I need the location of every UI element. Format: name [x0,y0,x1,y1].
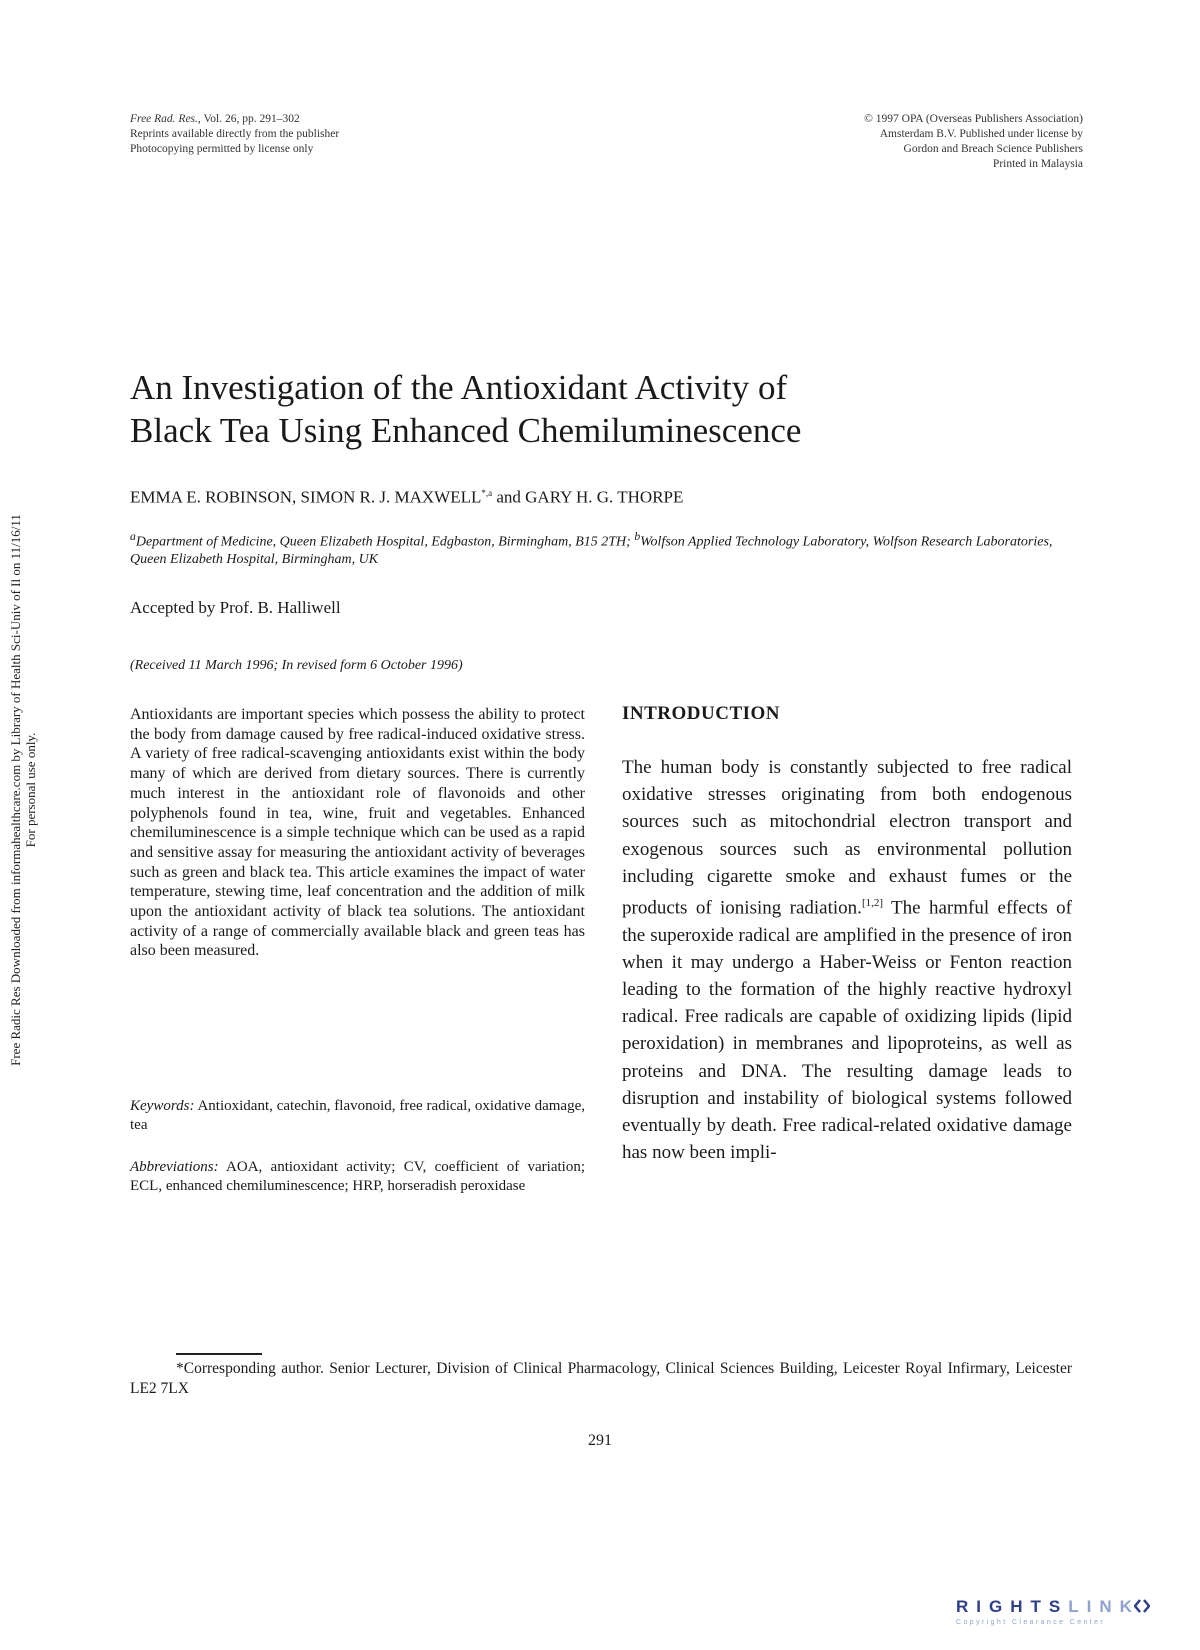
rightslink-light: LINK [1068,1597,1140,1616]
author-footnote-mark: *,a [481,488,493,498]
rightslink-chevrons-icon [1134,1598,1150,1614]
download-watermark [8,440,38,1140]
title-line-2: Black Tea Using Enhanced Chemiluminescence [130,411,802,450]
footnote-rule [176,1353,262,1355]
volume-pages: , Vol. 26, pp. 291–302 [197,113,300,125]
journal-abbr: Free Rad. Res. [130,113,198,125]
abstract-text: Antioxidants are important species which possess the ability to protect the body from damage caused by free radical-induced oxidative stress. A variety of free radical-scavenging antioxidants exist within the body many of which are derived from dietary sources. There is currently much interest in the antioxidant role of flavonoids and other polyphenols found in tea, wine, fruit and vegetables. Enhanced chemiluminescence is a simple technique which can be used as a rapid and sensitive assay for measuring the antioxidant activity of beverages such as green and black tea. This article examines the impact of water temperature, stewing time, leaf concentration and the addition of milk upon the antioxidant activity of black tea solutions. The antioxidant activity of a range of commercially available black and green teas has also been measured. [130,706,585,960]
abbreviations [130,1158,585,1196]
keywords-list: Antioxidant, catechin, flavonoid, free radical, oxidative damage, tea [130,1098,585,1133]
article-title [130,366,1030,452]
affil-b-mark: b [634,530,641,543]
abbreviations-label: Abbreviations: [130,1159,219,1175]
copyright-line: © 1997 OPA (Overseas Publishers Association) [864,113,1083,125]
keywords [130,1097,585,1135]
download-line: Free Radic Res Downloaded from informahealthcare.com by Library of Health Sci-Univ of Il on 11/16/11 [8,514,23,1066]
rightslink-bold: RIGHTS [956,1597,1069,1616]
title-line-1: An Investigation of the Antioxidant Activity of [130,368,788,407]
intro-text-part-2: The harmful effects of the superoxide radical are amplified in the presence of iron when it may undergo a Haber-Weiss or Fenton reaction leading to the formation of the highly reactive hydroxyl radical. Free radicals are capable of oxidizing lipids (lipid peroxidation) in membranes and lipoproteins, as well as proteins and DNA. The resulting damage leads to disruption and instability of biological systems followed eventually by death. Free radical-related oxidative damage has now been impli- [622,897,1073,1164]
rightslink-tagline: Copyright Clearance Center [956,1619,1106,1626]
introduction-heading: INTRODUCTION [622,703,781,724]
printed-line: Printed in Malaysia [992,158,1083,170]
introduction-text [622,754,1072,1166]
author-list [130,483,1030,508]
license-line-1: Amsterdam B.V. Published under license by [879,128,1083,140]
authors-part-1: EMMA E. ROBINSON, SIMON R. J. MAXWELL [130,487,482,507]
affiliation-b: Wolfson Applied Technology Laboratory, Wolfson Research Laboratories, Queen Elizabeth Hospital, Birmingham, UK [130,534,1053,567]
received-dates: (Received 11 March 1996; In revised form 6 October 1996) [130,658,463,673]
affiliation-a: Department of Medicine, Queen Elizabeth Hospital, Edgbaston, Birmingham, B15 2TH; [135,534,635,550]
accepted-by: Accepted by Prof. B. Halliwell [130,598,341,617]
corresponding-author-footnote: *Corresponding author. Senior Lecturer, Division of Clinical Pharmacology, Clinical Sciences Building, Leicester Royal Infirmary, Leicester LE2 7LX [130,1360,1072,1397]
journal-citation [130,112,550,127]
page-number: 291 [588,1432,612,1449]
license-line-2: Gordon and Breach Science Publishers [903,143,1083,155]
authors-part-2: and GARY H. G. THORPE [492,487,684,507]
rightslink-wordmark [956,1597,1156,1617]
personal-use-line: For personal use only. [23,732,38,848]
affiliations [130,528,1070,568]
rightslink-logo[interactable] [956,1597,1156,1637]
photocopying-note: Photocopying permitted by license only [130,143,314,155]
abbreviations-list: AOA, antioxidant activity; CV, coefficient of variation; ECL, enhanced chemiluminescence; HRP, horseradish peroxidase [130,1159,585,1194]
intro-text-part-1: The human body is constantly subjected to free radical oxidative stresses originating from both endogenous sources such as mitochondrial electron transport and exogenous sources such as environmental pollution including cigarette smoke and exhaust fumes or the products of ionising radiation. [622,757,1072,919]
keywords-label: Keywords: [130,1098,195,1114]
journal-header-left [130,112,550,157]
journal-header-right [663,112,1083,172]
citation-ref: [1,2] [861,897,884,910]
affil-a-mark: a [130,530,136,543]
reprints-note: Reprints available directly from the publisher [130,128,340,140]
